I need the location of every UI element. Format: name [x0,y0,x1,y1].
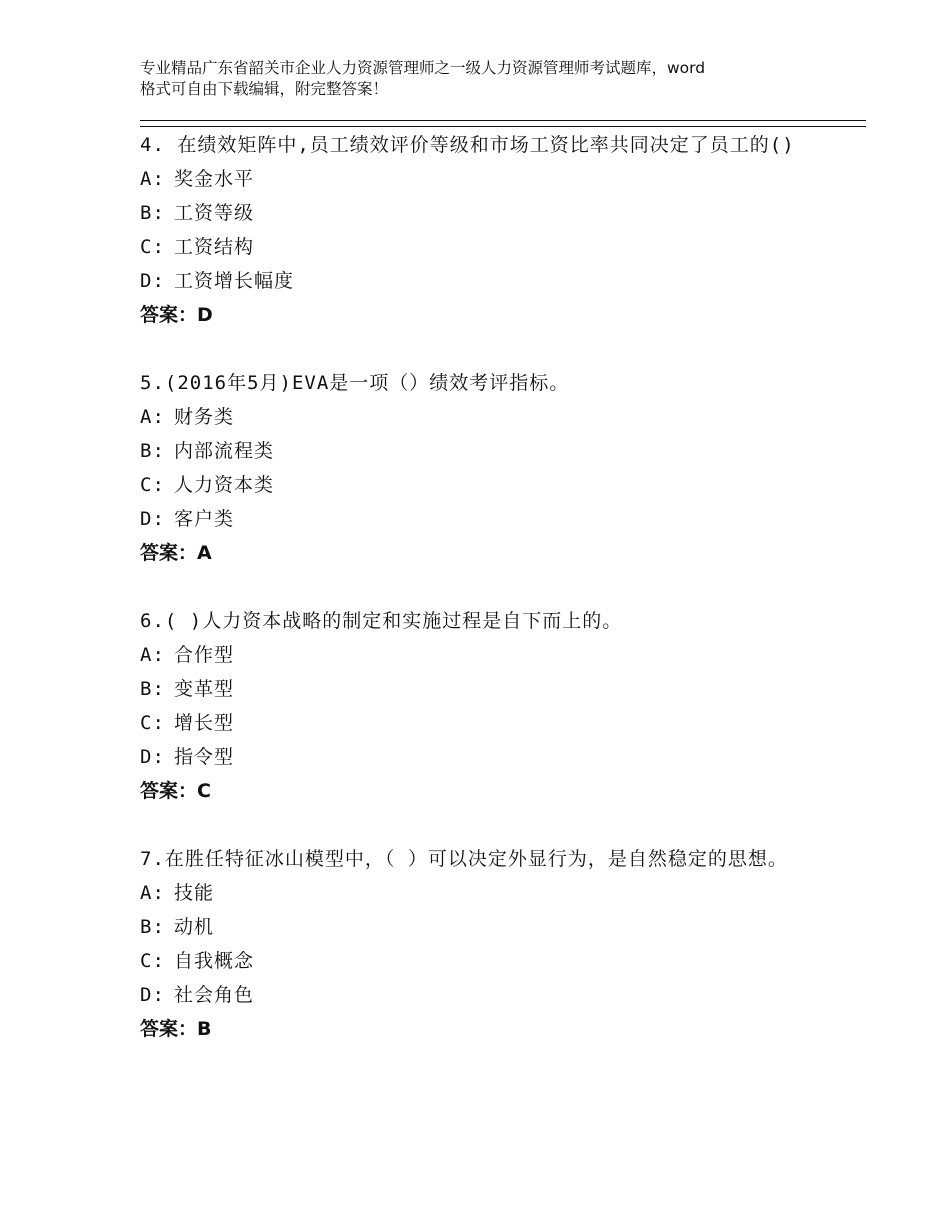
option-text: 人力资本类 [174,474,275,496]
question-5 [140,366,840,570]
option-text: 指令型 [174,746,235,768]
option-key: C: [140,950,165,972]
question-spacer [140,332,840,366]
question-stem: 5.(2016年5月)EVA是一项（）绩效考评指标。 [140,372,570,394]
option-key: A: [140,644,165,666]
question-7 [140,842,840,1046]
option-d [140,502,840,536]
option-key: B: [140,202,165,224]
option-key: B: [140,916,165,938]
option-key: D: [140,984,165,1006]
question-4 [140,128,840,332]
option-text: 内部流程类 [174,440,275,462]
option-text: 财务类 [174,406,235,428]
option-key: B: [140,440,165,462]
document-header [140,58,830,100]
question-spacer [140,570,840,604]
option-key: D: [140,746,165,768]
option-key: B: [140,678,165,700]
option-b [140,434,840,468]
option-d [140,740,840,774]
option-text: 合作型 [174,644,235,666]
question-spacer [140,808,840,842]
option-text: 动机 [174,916,215,938]
option-a [140,400,840,434]
question-stem: 4. 在绩效矩阵中,员工绩效评价等级和市场工资比率共同决定了员工的() [140,134,795,156]
option-key: C: [140,712,165,734]
option-a [140,876,840,910]
option-text: 客户类 [174,508,235,530]
option-b [140,196,840,230]
option-key: C: [140,474,165,496]
option-a [140,162,840,196]
option-c [140,706,840,740]
option-text: 变革型 [174,678,235,700]
option-b [140,910,840,944]
option-text: 增长型 [174,712,235,734]
option-key: D: [140,508,165,530]
option-text: 工资结构 [174,236,255,258]
option-text: 工资等级 [174,202,255,224]
option-key: A: [140,168,165,190]
question-6 [140,604,840,808]
option-c [140,468,840,502]
option-b [140,672,840,706]
option-key: A: [140,882,165,904]
answer-label: 答案：D [140,304,213,326]
option-key: D: [140,270,165,292]
option-a [140,638,840,672]
option-text: 技能 [174,882,215,904]
option-key: C: [140,236,165,258]
option-d [140,264,840,298]
option-text: 自我概念 [174,950,255,972]
option-c [140,944,840,978]
option-text: 社会角色 [174,984,255,1006]
option-key: A: [140,406,165,428]
answer-label: 答案：C [140,780,211,802]
header-line-1: 专业精品广东省韶关市企业人力资源管理师之一级人力资源管理师考试题库，word [140,59,706,77]
answer-label: 答案：B [140,1018,212,1040]
question-stem: 7.在胜任特征冰山模型中，（ ）可以决定外显行为，是自然稳定的思想。 [140,848,788,870]
question-stem: 6.( )人力资本战略的制定和实施过程是自下而上的。 [140,610,623,632]
option-d [140,978,840,1012]
option-text: 奖金水平 [174,168,255,190]
question-list [140,128,840,1046]
option-text: 工资增长幅度 [174,270,295,292]
option-c [140,230,840,264]
header-divider [140,120,866,127]
header-line-2: 格式可自由下载编辑，附完整答案！ [140,80,389,98]
answer-label: 答案：A [140,542,212,564]
